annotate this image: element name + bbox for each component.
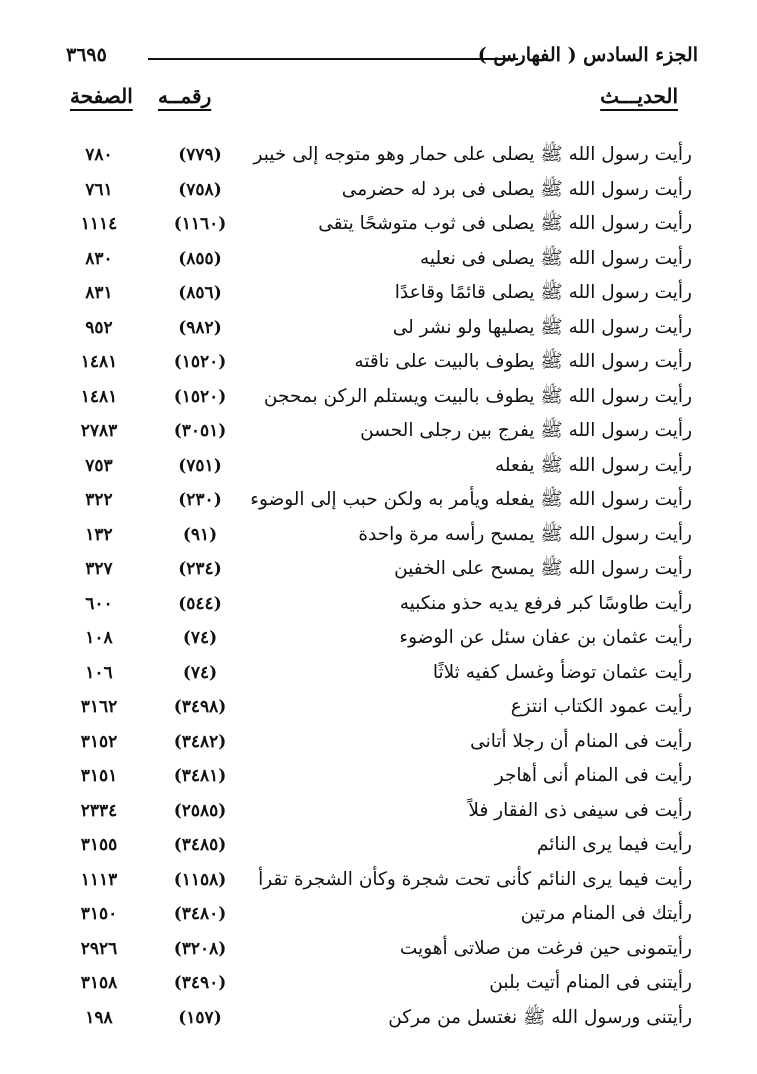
hadith-page: ٩٥٢ — [85, 317, 113, 338]
hadith-index-list — [66, 142, 692, 1039]
hadith-text: رأيت عمود الكتاب انتزع — [510, 696, 692, 717]
hadith-text: رأيت رسول الله ﷺ يصلى على حمار وهو متوجه إلى خيبر — [253, 144, 692, 165]
hadith-number: (١١٦٠) — [173, 214, 227, 234]
hadith-page: ٨٣١ — [85, 283, 113, 303]
hadith-page: ٣١٥١ — [80, 766, 118, 786]
hadith-number: (١٥٢٠) — [173, 386, 227, 407]
hadith-text: رأيت فى سيفى ذى الفقار فلاً — [468, 799, 692, 821]
index-entry — [66, 280, 692, 315]
hadith-page: ٧٥٣ — [85, 455, 113, 476]
index-entry — [66, 349, 692, 384]
hadith-text: رأيتنى ورسول الله ﷺ نغتسل من مركن — [388, 1006, 692, 1028]
hadith-page: ١٤٨١ — [80, 352, 118, 372]
hadith-number: (٨٥٦) — [178, 283, 222, 303]
hadith-page: ٧٨٠ — [85, 145, 113, 165]
hadith-number: (٣٤٨٢) — [173, 731, 227, 752]
hadith-text: رأيت رسول الله ﷺ يفرج بين رجلى الحسن — [360, 420, 692, 441]
hadith-text: رأيت فى المنام أنى أهاجر — [494, 765, 692, 786]
hadith-number: (٧٧٩) — [178, 145, 222, 165]
index-entry — [66, 177, 692, 212]
hadith-number: (٣٤٨٥) — [173, 835, 227, 855]
running-head — [66, 40, 698, 74]
column-header-hadith: الحديـــث — [600, 84, 678, 108]
hadith-text: رأيت رسول الله ﷺ يمسح على الخفين — [394, 558, 692, 579]
hadith-number: (٩١) — [182, 524, 218, 545]
hadith-page: ٣١٥٠ — [80, 904, 118, 924]
hadith-text: رأيت رسول الله ﷺ يصلى فى برد له حضرمى — [341, 178, 692, 200]
hadith-number: (٥٤٤) — [178, 593, 222, 614]
hadith-page: ٣١٥٢ — [80, 731, 118, 752]
hadith-number: (١٥٧) — [178, 1007, 222, 1028]
index-entry — [66, 832, 692, 867]
hadith-page: ٢٩٢٦ — [80, 938, 118, 959]
hadith-text: رأيت فى المنام أن رجلا أتانى — [470, 730, 692, 752]
index-entry — [66, 384, 692, 419]
index-entry — [66, 970, 692, 1005]
hadith-text: رأيت طاوسًا كبر فرفع يديه حذو منكبيه — [399, 592, 692, 614]
index-entry — [66, 936, 692, 971]
hadith-page: ٣٢٢ — [85, 490, 113, 510]
index-entry — [66, 522, 692, 557]
hadith-number: (٧٤) — [182, 662, 218, 683]
index-entry — [66, 660, 692, 695]
index-entry — [66, 1005, 692, 1040]
index-entry — [66, 453, 692, 488]
hadith-page: ٧٦١ — [85, 179, 113, 200]
hadith-page: ٣١٦٢ — [80, 697, 118, 717]
hadith-number: (٢٣٠) — [178, 490, 222, 510]
running-title: الجزء السادس ( الفهارس ) — [477, 44, 698, 66]
hadith-text: رأيت عثمان توضأ وغسل كفيه ثلاثًا — [432, 661, 692, 683]
hadith-page: ٢٧٨٣ — [80, 421, 118, 441]
hadith-text: رأيتك فى المنام مرتين — [520, 903, 692, 924]
hadith-text: رأيت فيما يرى النائم — [536, 834, 692, 855]
index-entry — [66, 246, 692, 281]
hadith-number: (٧٤) — [182, 628, 218, 648]
hadith-page: ٣٢٧ — [85, 559, 113, 579]
hadith-text: رأيت رسول الله ﷺ يصلى فى ثوب متوشحًا يتقى — [318, 213, 692, 234]
hadith-number: (٣٤٨١) — [173, 766, 227, 786]
hadith-number: (٣٢٠٨) — [173, 938, 227, 959]
index-entry — [66, 591, 692, 626]
hadith-number: (٧٥٨) — [178, 179, 222, 200]
index-entry — [66, 418, 692, 453]
column-headers — [66, 84, 678, 118]
hadith-number: (٣٤٨٠) — [173, 904, 227, 924]
index-entry — [66, 211, 692, 246]
hadith-page: ٢٣٣٤ — [80, 800, 118, 821]
hadith-text: رأيت عثمان بن عفان سئل عن الوضوء — [399, 627, 692, 648]
hadith-text: رأيت رسول الله ﷺ يطوف بالبيت على ناقته — [354, 351, 692, 372]
hadith-page: ٣١٥٨ — [80, 973, 118, 993]
index-entry — [66, 315, 692, 350]
index-entry — [66, 556, 692, 591]
index-entry — [66, 798, 692, 833]
index-entry — [66, 142, 692, 177]
hadith-page: ١٠٦ — [85, 662, 113, 683]
hadith-page: ٣١٥٥ — [80, 835, 118, 855]
hadith-number: (٣٤٩٨) — [173, 697, 227, 717]
hadith-number: (٨٥٥) — [178, 248, 222, 269]
hadith-number: (١٥٢٠) — [173, 352, 227, 372]
index-entry — [66, 625, 692, 660]
hadith-page: ١١١٣ — [80, 869, 118, 890]
hadith-text: رأيتنى فى المنام أتيت بلبن — [489, 972, 692, 993]
index-entry — [66, 867, 692, 902]
header-rule — [148, 58, 518, 60]
column-header-number: رقمــه — [158, 84, 212, 108]
hadith-text: رأيت رسول الله ﷺ يصليها ولو نشر لى — [392, 316, 692, 338]
hadith-number: (٣٤٩٠) — [173, 973, 227, 993]
index-entry — [66, 763, 692, 798]
hadith-number: (٢٥٨٥) — [173, 800, 227, 821]
hadith-text: رأيت رسول الله ﷺ يمسح رأسه مرة واحدة — [358, 523, 692, 545]
index-entry — [66, 487, 692, 522]
hadith-number: (٩٨٢) — [178, 317, 222, 338]
index-entry — [66, 694, 692, 729]
hadith-text: رأيت رسول الله ﷺ يصلى قائمًا وقاعدًا — [394, 282, 692, 303]
hadith-text: رأيت رسول الله ﷺ يفعله — [495, 454, 692, 476]
hadith-number: (٧٥١) — [178, 455, 222, 476]
hadith-number: (٣٠٥١) — [173, 421, 227, 441]
hadith-text: رأيت رسول الله ﷺ يفعله ويأمر به ولكن حبب إلى الوضوء — [250, 489, 692, 510]
hadith-page: ١١١٤ — [80, 214, 118, 234]
hadith-number: (٢٣٤) — [178, 559, 222, 579]
hadith-text: رأيت رسول الله ﷺ يصلى فى نعليه — [420, 247, 692, 269]
hadith-page: ٨٣٠ — [85, 248, 113, 269]
index-entry — [66, 729, 692, 764]
hadith-page: ١٠٨ — [85, 628, 113, 648]
page-number: ٣٦٩٥ — [66, 44, 107, 66]
column-header-page: الصفحة — [70, 84, 133, 108]
hadith-number: (١١٥٨) — [173, 869, 227, 890]
hadith-text: رأيتمونى حين فرغت من صلاتى أهويت — [399, 937, 692, 959]
hadith-page: ٦٠٠ — [85, 593, 113, 614]
hadith-page: ١٣٢ — [85, 524, 113, 545]
hadith-page: ١٤٨١ — [80, 386, 118, 407]
hadith-page: ١٩٨ — [85, 1007, 113, 1028]
index-entry — [66, 901, 692, 936]
hadith-text: رأيت فيما يرى النائم كأنى تحت شجرة وكأن الشجرة تقرأ — [258, 868, 692, 890]
hadith-text: رأيت رسول الله ﷺ يطوف بالبيت ويستلم الركن بمحجن — [263, 385, 692, 407]
